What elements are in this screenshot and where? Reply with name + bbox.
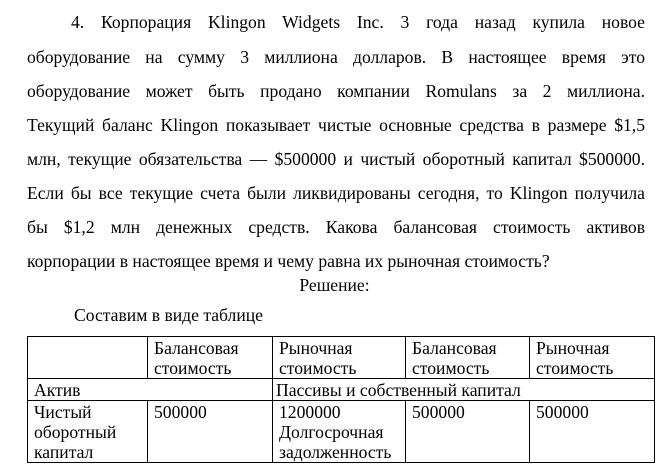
table-header-row — [28, 337, 655, 379]
table-header-cell: Рыночная стоимость — [530, 337, 655, 379]
problem-line: млн, текущие обязательства — $500000 и чистый оборотный капитал $500000. — [27, 149, 645, 169]
problem-line: 4. Корпорация Klingon Widgets Inc. 3 года назад купила новое — [71, 12, 645, 32]
row-label-cell: Чистый оборотный капитал — [28, 401, 148, 463]
table-intro: Составим в виде таблице — [74, 305, 263, 325]
problem-line: оборудование может быть продано компании Romulans за 2 миллиона. — [27, 81, 645, 101]
table-section-row — [28, 379, 655, 401]
assets-section-label: Актив — [28, 379, 273, 401]
table-header-cell — [28, 337, 148, 379]
solution-heading: Решение: — [299, 275, 370, 295]
problem-line: бы $1,2 млн денежных средств. Какова балансовая стоимость активов — [27, 217, 645, 237]
liabilities-section-label: Пассивы и собственный капитал — [273, 379, 655, 401]
table-header-cell: Балансовая стоимость — [148, 337, 273, 379]
problem-line: Если бы все текущие счета были ликвидированы сегодня, то Klingon получила — [27, 183, 645, 203]
table-row — [28, 401, 655, 463]
liab-market-value-cell: 500000 — [530, 401, 655, 463]
problem-line: оборудование на сумму 3 миллиона долларов. В настоящее время это — [27, 47, 645, 67]
table-header-cell: Балансовая стоимость — [406, 337, 530, 379]
market-value-cell: 1200000 Долгосрочная задолженность — [273, 401, 406, 463]
book-value-cell: 500000 — [148, 401, 273, 463]
liab-book-value-cell: 500000 — [406, 401, 530, 463]
balance-table — [27, 336, 655, 463]
table-header-cell: Рыночная стоимость — [273, 337, 406, 379]
problem-line: Текущий баланс Klingon показывает чистые основные средства в размере $1,5 — [27, 115, 645, 135]
problem-line: корпорации в настоящее время и чему равна их рыночная стоимость? — [27, 251, 550, 271]
